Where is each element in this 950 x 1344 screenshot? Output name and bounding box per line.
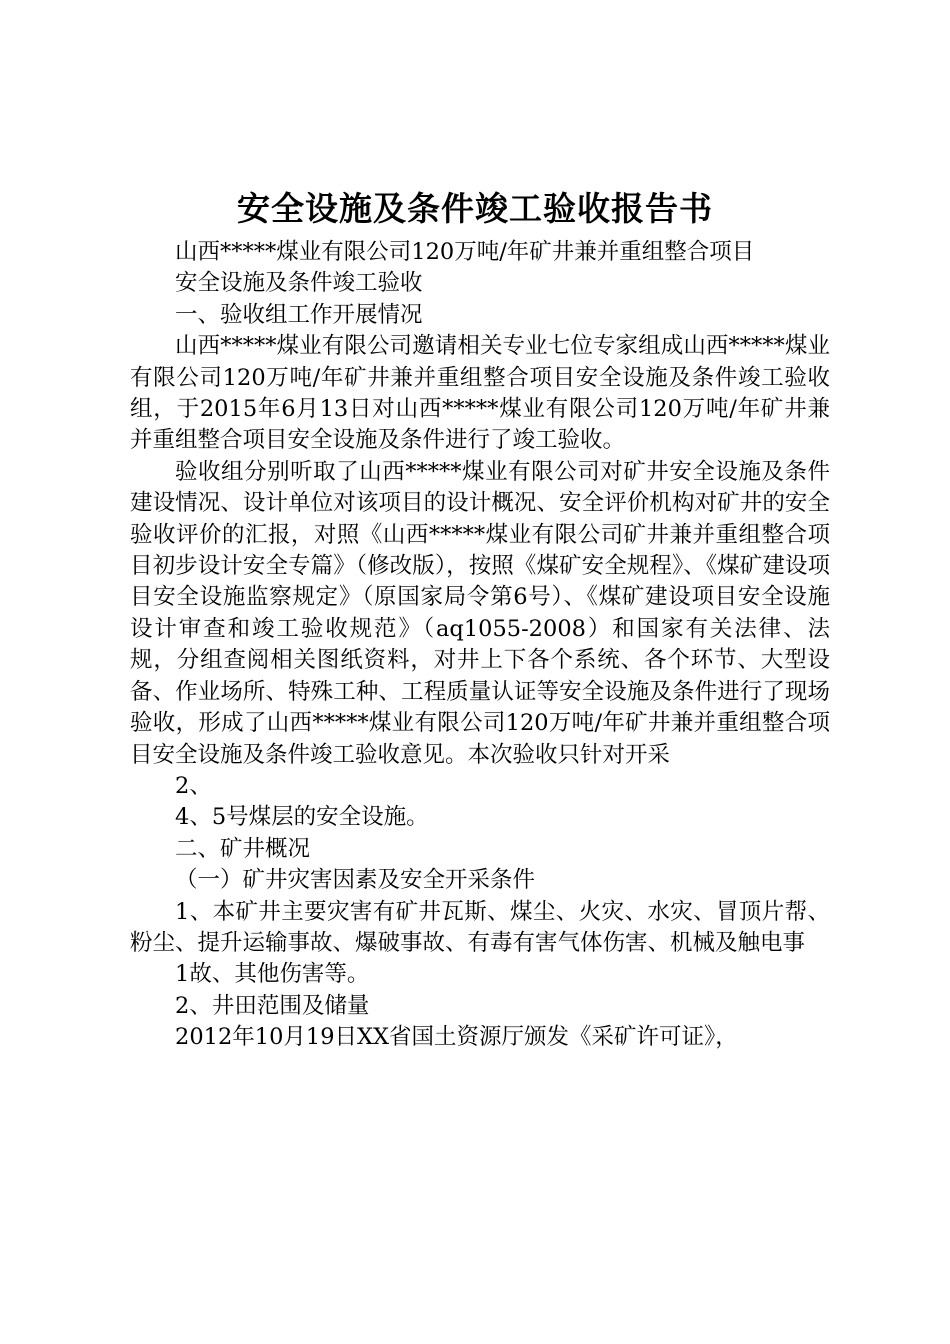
section-heading-1: 一、验收组工作开展情况	[175, 301, 423, 328]
document-body	[130, 237, 830, 1054]
paragraph-item-4-5: 4、5号煤层的安全设施。	[175, 804, 429, 831]
paragraph-hazards: 1、本矿井主要灾害有矿井瓦斯、煤尘、火灾、水灾、冒顶片帮、粉尘、提升运输事故、爆破事故、有毒有害气体伤害、机械及触电事	[130, 898, 830, 956]
paragraph-project-name: 山西*****煤业有限公司120万吨/年矿井兼并重组整合项目	[175, 239, 755, 265]
document-title: 安全设施及条件竣工验收报告书	[237, 189, 713, 228]
section-heading-2: 二、矿井概况	[175, 835, 311, 862]
paragraph-acceptance-process: 验收组分别听取了山西*****煤业有限公司对矿井安全设施及条件建设情况、设计单位对该项目的设计概况、安全评价机构对矿井的安全验收评价的汇报，对照《山西*****煤业有限公司矿井兼并重组整合项目初步设计安全专篇》（修改版），按照《煤矿安全规程》、《煤矿建设项目安全设施监察规定》（原国家局令第6号）、《煤矿建设项目安全设施设计审查和竣工验收规范》（aq1055-2008）和国家有关法律、法规，分组查阅相关图纸资料，对井上下各个系统、各个环节、大型设备、作业场所、特殊工种、工程质量认证等安全设施及条件进行了现场验收，形成了山西*****煤业有限公司120万吨/年矿井兼并重组整合项目安全设施及条件竣工验收意见。本次验收只针对开采	[130, 458, 830, 768]
subsection-heading-2: 2、井田范围及储量	[175, 992, 370, 1019]
paragraph-license: 2012年10月19日XX省国土资源厅颁发《采矿许可证》，	[175, 1024, 738, 1051]
paragraph-other-hazards: 1故、其他伤害等。	[175, 961, 370, 988]
subsection-heading-1: （一）矿井灾害因素及安全开采条件	[175, 867, 536, 894]
paragraph-subject: 安全设施及条件竣工验收	[175, 270, 423, 297]
paragraph-item-2: 2、	[175, 772, 212, 799]
paragraph-acceptance-group: 山西*****煤业有限公司邀请相关专业七位专家组成山西*****煤业有限公司120万吨/年矿井兼并重组整合项目安全设施及条件竣工验收组，于2015年6月13日对山西*****煤业有限公司120万吨/年矿井兼并重组整合项目安全设施及条件进行了竣工验收。	[130, 333, 830, 454]
